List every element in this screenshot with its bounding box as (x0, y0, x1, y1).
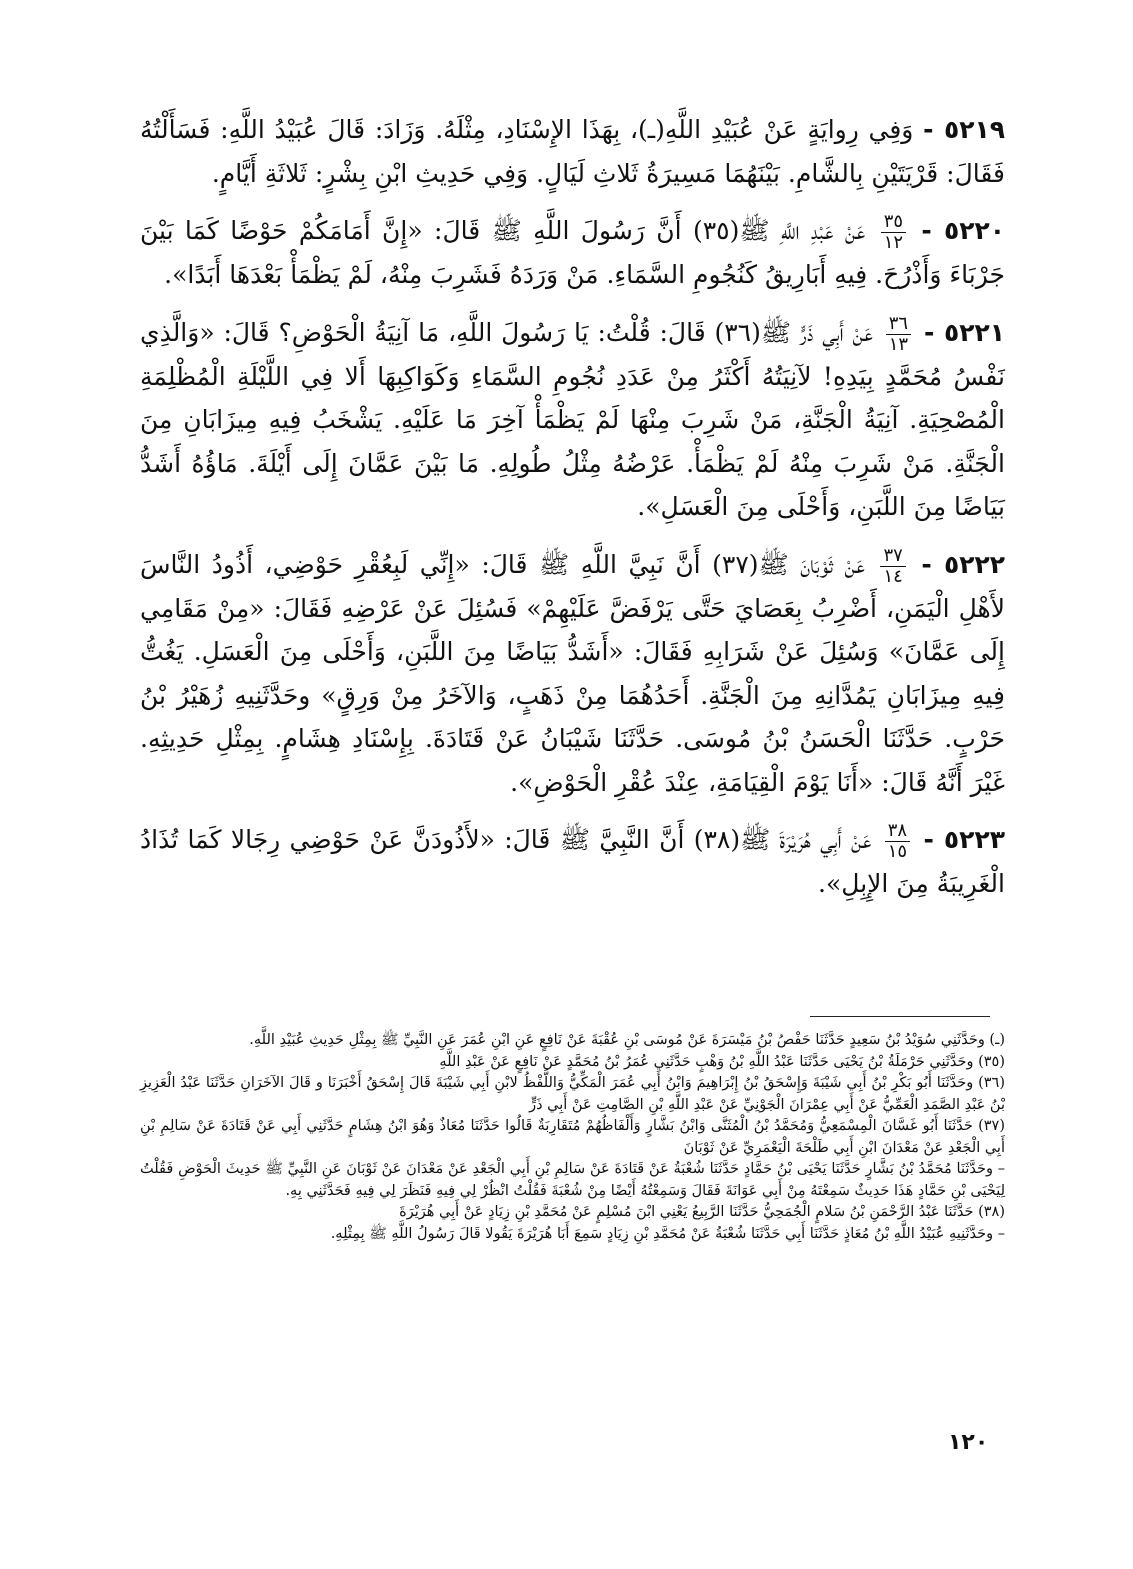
fraction-bottom: ١٤ (883, 565, 903, 587)
footnote: (٣٨) حَدَّثَنَا عَبْدُ الرَّحْمَنِ بْنُ سَلامٍ الْجُمَحِيُّ حَدَّثَنَا الرَّبِيعُ يَعْنِي ابْنَ مُسْلِمٍ عَنْ مُحَمَّدِ بْنِ زِيَادٍ عَنْ أَبِي هُرَيْرَةَ (399, 1204, 1005, 1220)
footnote: (٣٥) وحَدَّثَنِي حَرْمَلَةُ بْنُ يَحْيَى حَدَّثَنَا عَبْدُ اللَّهِ بْنُ وَهْبٍ حَدَّثَنِي عُمَرُ بْنُ مُحَمَّدٍ عَنْ نَافِعٍ عَنْ عَبْدِ اللَّهِ (439, 1053, 1005, 1070)
hadith-number: ٥٢٢١ - (923, 317, 1005, 347)
fraction-top: ٣٥ (881, 212, 906, 233)
hadith-text: عَنْ ثَوْبَانَ ﷺ(٣٧) أَنَّ نَبِيَّ اللَّهِ ﷺ قَالَ: «إِنِّي لَبِعُقْرِ حَوْضِي، أَذُودُ النَّاسَ لأَهْلِ الْيَمَنِ، أَضْرِبُ بِعَصَايَ حَتَّى يَرْفَضَّ عَلَيْهِمْ» فَسُئِلَ عَنْ عَرْضِهِ فَقَالَ: «مِنْ مَقَامِي إِلَى عَمَّانَ» وَسُئِلَ عَنْ شَرَابِهِ فَقَالَ: «أَشَدُّ بَيَاضًا مِنَ اللَّبَنِ، وَأَحْلَى مِنَ الْعَسَلِ. يَغُتُّ فِيهِ مِيزَابَانِ يَمُدَّانِهِ مِنَ الْجَنَّةِ. أَحَدُهُمَا مِنْ ذَهَبٍ، وَالآخَرُ مِنْ وَرِقٍ» وحَدَّثَنِيهِ زُهَيْرُ بْنُ حَرْبٍ. حَدَّثَنَا الْحَسَنُ بْنُ مُوسَى. حَدَّثَنَا شَيْبَانُ عَنْ قَتَادَةَ. بِإِسْنَادِ هِشَامٍ. بِمِثْلِ حَدِيثِهِ. غَيْرَ أَنَّهُ قَالَ: «أَنَا يَوْمَ الْقِيَامَةِ، عِنْدَ عُقْرِ الْحَوْضِ». (140, 549, 1005, 797)
hadith-fraction (880, 546, 905, 587)
hadith-text: عَنْ أَبِي هُرَيْرَةَ ﷺ(٣٨) أَنَّ النَّبِيَّ ﷺ قَالَ: «لأَذُودَنَّ عَنْ حَوْضِي رِجَالا كَمَا تُذَادُ الْغَرِيبَةُ مِنَ الإِبِلِ». (140, 825, 1005, 898)
footnote: – وحَدَّثَنَا مُحَمَّدُ بْنُ بَشَّارٍ حَدَّثَنَا يَحْيَى بْنُ حَمَّادٍ حَدَّثَنَا شُعْبَةُ عَنْ قَتَادَةَ عَنْ سَالِمِ بْنِ أَبِي الْجَعْدِ عَنْ مَعْدَانَ عَنْ ثَوْبَانَ عَنِ النَّبِيِّ ﷺ حَدِيثَ الْحَوْضِ فَقُلْتُ لِيَحْيَى بْنِ حَمَّادٍ هَذَا حَدِيثٌ سَمِعْتَهُ مِنْ أَبِي عَوَانَةَ فَقَالَ وَسَمِعْتُهُ أَيْضًا مِنْ شُعْبَةَ فَقُلْتُ انْظُرْ لِي فِيهِ فَنَظَرَ لِي فِيهِ فَحَدَّثَنِي بِهِ. (140, 1161, 1005, 1199)
hadith-number: ٥٢٢٣ - (923, 825, 1005, 854)
hadith-5220 (140, 209, 1005, 297)
hadith-number: ٥٢٢٢ - (921, 549, 1006, 579)
hadith-fraction (886, 314, 911, 355)
hadith-number: ٥٢٢٠ - (921, 216, 1005, 245)
fraction-bottom: ١٥ (887, 841, 908, 862)
hadith-text: عَنْ أَبِي ذَرٍّ ﷺ(٣٦) قَالَ: قُلْتُ: يَا رَسُولَ اللَّهِ، مَا آنِيَةُ الْحَوْضِ؟ قَالَ: «وَالَّذِي نَفْسُ مُحَمَّدٍ بِيَدِهِ! لآنِيَتُهُ أَكْثَرُ مِنْ عَدَدِ نُجُومِ السَّمَاءِ وَكَوَاكِبِهَا أَلا فِي اللَّيْلَةِ الْمُظْلِمَةِ الْمُصْحِيَةِ. آنِيَةُ الْجَنَّةِ، مَنْ شَرِبَ مِنْهَا لَمْ يَظْمَأْ آخِرَ مَا عَلَيْهِ. يَشْخَبُ فِيهِ مِيزَابَانِ مِنَ الْجَنَّةِ. مَنْ شَرِبَ مِنْهُ لَمْ يَظْمَأْ. عَرْضُهُ مِثْلُ طُولِهِ. مَا بَيْنَ عَمَّانَ إِلَى أَيْلَةَ. مَاؤُهُ أَشَدُّ بَيَاضًا مِنَ اللَّبَنِ، وَأَحْلَى مِنَ الْعَسَلِ». (140, 317, 1005, 521)
footnote: – وحَدَّثَنِيهِ عُبَيْدُ اللَّهِ بْنُ مُعَاذٍ حَدَّثَنَا أَبِي حَدَّثَنَا شُعْبَةُ عَنْ مُحَمَّدِ بْنِ زِيَادٍ سَمِعَ أَبَا هُرَيْرَةَ يَقُولا قَالَ رَسُولُ اللَّهِ ﷺ بِمِثْلِهِ. (330, 1225, 1005, 1242)
hadith-5219 (140, 108, 1005, 195)
fraction-bottom: ١٢ (883, 232, 904, 253)
fraction-top: ٣٧ (880, 546, 905, 567)
page-number: ١٢٠ (948, 1430, 989, 1455)
hadith-5223 (140, 818, 1005, 906)
hadith-5221 (140, 311, 1005, 529)
footnote: (٣٧) حَدَّثَنَا أَبُو غَسَّانَ الْمِسْمَعِيُّ وَمُحَمَّدُ بْنُ الْمُثَنَّى وَابْنُ بَشَّارٍ وَأَلْفَاظُهُمْ مُتَقَارِبَةٌ قَالُوا حَدَّثَنَا مُعَاذٌ وَهُوَ ابْنُ هِشَامٍ حَدَّثَنِي أَبِي عَنْ قَتَادَةَ عَنْ سَالِمِ بْنِ أَبِي الْجَعْدِ عَنْ مَعْدَانَ ابْنِ أَبِي طَلْحَةَ الْيَعْمَرِيِّ عَنْ ثَوْبَانَ (140, 1118, 1005, 1156)
hadith-number: ٥٢١٩ - (923, 115, 1005, 144)
fraction-top: ٣٨ (885, 821, 910, 842)
fraction-top: ٣٦ (886, 314, 911, 335)
fraction-bottom: ١٣ (888, 333, 909, 355)
footnote: (ـ) وحَدَّثَنِي سُوَيْدُ بْنُ سَعِيدٍ حَدَّثَنَا حَفْصُ بْنُ مَيْسَرَةَ عَنْ مُوسَى بْنِ عُقْبَةَ عَنْ نَافِعٍ عَنِ ابْنِ عُمَرَ عَنِ النَّبِيِّ ﷺ بِمِثْلِ حَدِيثِ عُبَيْدِ اللَّهِ. (249, 1032, 1005, 1048)
hadith-text: عَنْ عَبْدِ اللَّهِ ﷺ(٣٥) أَنَّ رَسُولَ اللَّهِ ﷺ قَالَ: «إِنَّ أَمَامَكُمْ حَوْضًا كَمَا بَيْنَ جَرْبَاءَ وَأَذْرُحَ. فِيهِ أَبَارِيقُ كَنُجُومِ السَّمَاءِ. مَنْ وَرَدَهُ فَشَرِبَ مِنْهُ، لَمْ يَظْمَأْ بَعْدَهَا أَبَدًا». (140, 216, 1005, 289)
main-text (140, 108, 1005, 920)
footnote-divider (810, 1016, 990, 1017)
hadith-5222 (140, 543, 1005, 805)
footnotes (140, 1030, 1005, 1245)
footnote: (٣٦) وحَدَّثَنَا أَبُو بَكْرِ بْنُ أَبِي شَيْبَةَ وَإِسْحَقُ بْنُ إِبْرَاهِيمَ وَابْنُ أَبِي عُمَرَ الْمَكِّيُّ وَاللَّفْظُ لابْنِ أَبِي شَيْبَةَ قَالَ إِسْحَقُ أَخْبَرَنَا و قَالَ الآخَرَانِ حَدَّثَنَا عَبْدُ الْعَزِيزِ بْنُ عَبْدِ الصَّمَدِ الْعَمِّيُّ عَنْ أَبِي عِمْرَانَ الْجَوْنِيِّ عَنْ عَبْدِ اللَّهِ بْنِ الصَّامِتِ عَنْ أَبِي ذَرٍّ (140, 1075, 1005, 1113)
hadith-text: وَفِي رِوايَةٍ عَنْ عُبَيْدِ اللَّهِ(ـ)، بِهَذَا الإِسْنَادِ، مِثْلَهُ. وَزَادَ: قَالَ عُبَيْدُ اللَّهِ: فَسَأَلْتُهُ فَقَالَ: قَرْيَتَيْنِ بِالشَّامِ. بَيْنَهُمَا مَسِيرَةُ ثَلاثِ لَيَالٍ. وَفِي حَدِيثِ ابْنِ بِشْرٍ: ثَلاثَةِ أَيَّامٍ. (140, 115, 1005, 188)
hadith-fraction (885, 821, 910, 862)
hadith-fraction (881, 212, 906, 253)
